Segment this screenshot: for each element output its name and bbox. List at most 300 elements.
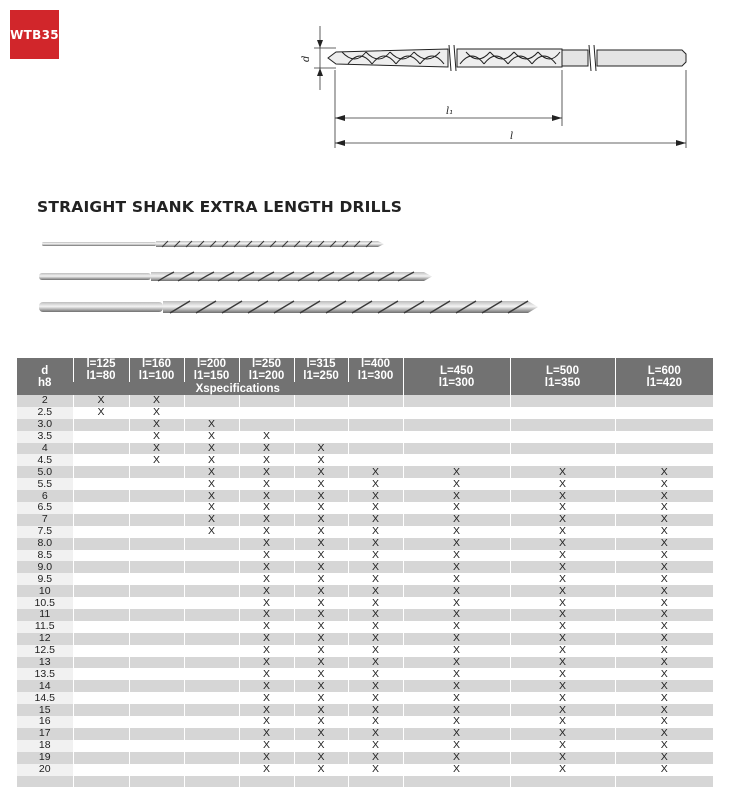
availability-cell [403, 443, 510, 455]
availability-cell [510, 454, 615, 466]
availability-cell [615, 443, 713, 455]
header-line: l=200 [196, 358, 227, 370]
diameter-cell: 3.5 [17, 431, 73, 443]
availability-cell: X [294, 692, 348, 704]
availability-cell [129, 609, 184, 621]
availability-cell [510, 419, 615, 431]
availability-cell [510, 431, 615, 443]
availability-cell: X [348, 490, 403, 502]
availability-cell: X [615, 609, 713, 621]
availability-cell: X [294, 680, 348, 692]
availability-cell: X [348, 538, 403, 550]
availability-cell [184, 645, 239, 657]
availability-cell: X [294, 490, 348, 502]
availability-cell [294, 776, 348, 788]
availability-cell: X [184, 419, 239, 431]
header-line: l=400 [360, 358, 391, 370]
diagram-label-l: l [510, 131, 514, 142]
availability-cell: X [239, 502, 294, 514]
availability-cell: X [184, 431, 239, 443]
header-line: L=500 [546, 364, 579, 377]
table-row [17, 704, 713, 716]
availability-cell: X [348, 704, 403, 716]
availability-cell [129, 752, 184, 764]
availability-cell: X [510, 668, 615, 680]
availability-cell: X [615, 645, 713, 657]
availability-cell: X [239, 633, 294, 645]
header-line: d [41, 364, 49, 377]
availability-cell: X [239, 561, 294, 573]
drill-dimension-diagram [300, 18, 700, 153]
table-row [17, 609, 713, 621]
table-row [17, 621, 713, 633]
availability-cell: X [403, 728, 510, 740]
availability-cell: X [403, 764, 510, 776]
header-line: l1=300 [357, 370, 394, 382]
availability-cell [73, 621, 129, 633]
availability-cell: X [510, 514, 615, 526]
availability-cell [129, 716, 184, 728]
diameter-cell: 11.5 [17, 621, 73, 633]
availability-cell [73, 728, 129, 740]
product-title: STRAIGHT SHANK EXTRA LENGTH DRILLS [37, 198, 403, 216]
diameter-cell: 7.5 [17, 526, 73, 538]
availability-cell [129, 704, 184, 716]
availability-cell: X [294, 466, 348, 478]
availability-cell: X [239, 478, 294, 490]
availability-cell: X [294, 633, 348, 645]
table-row [17, 573, 713, 585]
availability-cell: X [294, 621, 348, 633]
availability-cell [129, 621, 184, 633]
diagram-label-l1: l₁ [446, 106, 454, 117]
availability-cell: X [348, 692, 403, 704]
availability-cell: X [348, 633, 403, 645]
availability-cell: X [348, 585, 403, 597]
availability-cell [239, 419, 294, 431]
table-row [17, 490, 713, 502]
availability-cell: X [294, 740, 348, 752]
availability-cell: X [510, 550, 615, 562]
availability-cell: X [510, 633, 615, 645]
availability-cell [184, 550, 239, 562]
availability-cell: X [403, 585, 510, 597]
availability-cell: X [510, 657, 615, 669]
availability-cell [129, 466, 184, 478]
availability-cell [184, 621, 239, 633]
availability-cell [73, 443, 129, 455]
availability-cell: X [294, 704, 348, 716]
availability-cell: X [510, 609, 615, 621]
header-line: l=160 [141, 358, 172, 370]
availability-cell [184, 716, 239, 728]
availability-cell: X [239, 668, 294, 680]
availability-cell: X [73, 407, 129, 419]
availability-cell [348, 419, 403, 431]
availability-cell: X [510, 716, 615, 728]
diameter-cell: 11 [17, 609, 73, 621]
availability-cell: X [294, 443, 348, 455]
availability-cell [129, 764, 184, 776]
availability-cell: X [615, 716, 713, 728]
availability-cell: X [615, 704, 713, 716]
header-line: l1=80 [86, 370, 116, 382]
availability-cell: X [239, 704, 294, 716]
availability-cell: X [510, 597, 615, 609]
diameter-cell: 10 [17, 585, 73, 597]
diameter-cell: 14 [17, 680, 73, 692]
availability-cell: X [403, 561, 510, 573]
header-line: l1=100 [138, 370, 175, 382]
availability-cell: X [294, 585, 348, 597]
availability-cell: X [403, 692, 510, 704]
availability-cell: X [403, 633, 510, 645]
availability-cell [73, 573, 129, 585]
header-col-4 [294, 358, 348, 382]
availability-cell: X [239, 443, 294, 455]
availability-cell [73, 431, 129, 443]
table-row [17, 538, 713, 550]
availability-cell: X [239, 466, 294, 478]
availability-cell [129, 633, 184, 645]
availability-cell: X [239, 752, 294, 764]
diameter-cell: 6 [17, 490, 73, 502]
availability-cell [73, 716, 129, 728]
availability-cell: X [403, 716, 510, 728]
availability-cell [129, 692, 184, 704]
availability-cell: X [510, 645, 615, 657]
availability-cell [129, 502, 184, 514]
table-row [17, 657, 713, 669]
header-line: l1=420 [646, 376, 682, 389]
availability-cell: X [615, 692, 713, 704]
header-col-3 [239, 358, 294, 382]
availability-cell: X [403, 752, 510, 764]
availability-cell [348, 431, 403, 443]
table-row [17, 419, 713, 431]
availability-cell: X [615, 573, 713, 585]
availability-cell: X [73, 395, 129, 407]
drill-product-photo [36, 232, 546, 327]
availability-cell [129, 526, 184, 538]
availability-cell: X [348, 561, 403, 573]
table-row [17, 728, 713, 740]
availability-cell: X [510, 478, 615, 490]
availability-cell: X [348, 740, 403, 752]
availability-cell: X [403, 704, 510, 716]
availability-cell: X [239, 764, 294, 776]
availability-cell: X [294, 514, 348, 526]
availability-cell [73, 740, 129, 752]
table-row [17, 466, 713, 478]
availability-cell: X [294, 550, 348, 562]
availability-cell [129, 550, 184, 562]
availability-cell: X [615, 526, 713, 538]
availability-cell [294, 431, 348, 443]
diameter-cell: 7 [17, 514, 73, 526]
availability-cell: X [615, 764, 713, 776]
availability-cell: X [615, 561, 713, 573]
availability-cell [73, 478, 129, 490]
availability-cell [73, 502, 129, 514]
header-col-1 [129, 358, 184, 382]
availability-cell [129, 514, 184, 526]
availability-cell [129, 645, 184, 657]
availability-cell: X [348, 752, 403, 764]
availability-cell [129, 490, 184, 502]
header-line: l=250 [251, 358, 282, 370]
availability-cell [403, 776, 510, 788]
availability-cell: X [403, 657, 510, 669]
availability-cell: X [239, 585, 294, 597]
availability-cell: X [510, 752, 615, 764]
availability-cell: X [294, 728, 348, 740]
availability-cell [73, 585, 129, 597]
availability-cell [73, 764, 129, 776]
availability-cell: X [403, 538, 510, 550]
diameter-cell: 2 [17, 395, 73, 407]
availability-cell: X [239, 680, 294, 692]
availability-cell: X [510, 502, 615, 514]
availability-cell [184, 538, 239, 550]
availability-cell [73, 776, 129, 788]
diameter-cell: 4 [17, 443, 73, 455]
availability-cell: X [615, 502, 713, 514]
availability-cell [129, 657, 184, 669]
table-row [17, 454, 713, 466]
availability-cell [184, 633, 239, 645]
diameter-cell: 14.5 [17, 692, 73, 704]
availability-cell: X [403, 514, 510, 526]
table-row [17, 597, 713, 609]
availability-cell: X [294, 502, 348, 514]
availability-cell: X [510, 621, 615, 633]
availability-cell: X [403, 573, 510, 585]
diameter-cell: 19 [17, 752, 73, 764]
header-col-8 [615, 358, 713, 395]
availability-cell [73, 680, 129, 692]
availability-cell [73, 550, 129, 562]
availability-cell: X [239, 692, 294, 704]
availability-cell [129, 776, 184, 788]
availability-cell: X [239, 514, 294, 526]
availability-cell [348, 407, 403, 419]
header-line: l1=200 [248, 370, 285, 382]
diameter-cell: 12.5 [17, 645, 73, 657]
diameter-cell: 5.5 [17, 478, 73, 490]
spec-table [17, 358, 713, 787]
availability-cell: X [239, 550, 294, 562]
diameter-cell: 13 [17, 657, 73, 669]
availability-cell [615, 419, 713, 431]
availability-cell [129, 740, 184, 752]
availability-cell: X [129, 407, 184, 419]
availability-cell [184, 704, 239, 716]
header-line: L=600 [647, 364, 681, 377]
availability-cell: X [615, 621, 713, 633]
diameter-cell: 4.5 [17, 454, 73, 466]
availability-cell: X [294, 645, 348, 657]
availability-cell [294, 395, 348, 407]
availability-cell: X [239, 597, 294, 609]
availability-cell: X [239, 621, 294, 633]
availability-cell: X [403, 668, 510, 680]
table-row [17, 407, 713, 419]
availability-cell [129, 561, 184, 573]
header-line: l1=300 [438, 376, 475, 389]
availability-cell [239, 407, 294, 419]
header-line: l1=250 [303, 370, 339, 382]
diameter-cell: 9.5 [17, 573, 73, 585]
diameter-cell: 3.0 [17, 419, 73, 431]
availability-cell: X [510, 538, 615, 550]
table-row [17, 776, 713, 788]
availability-cell [73, 597, 129, 609]
availability-cell: X [239, 538, 294, 550]
availability-cell [73, 609, 129, 621]
availability-cell: X [129, 395, 184, 407]
availability-cell: X [348, 668, 403, 680]
diameter-cell [17, 776, 73, 788]
availability-cell: X [348, 609, 403, 621]
availability-cell: X [239, 657, 294, 669]
availability-cell: X [615, 680, 713, 692]
table-row [17, 740, 713, 752]
availability-cell [73, 692, 129, 704]
table-row [17, 752, 713, 764]
availability-cell: X [348, 550, 403, 562]
availability-cell: X [403, 609, 510, 621]
availability-cell: X [348, 657, 403, 669]
availability-cell [510, 407, 615, 419]
availability-cell: X [403, 621, 510, 633]
header-subheader: Xspecifications [73, 382, 403, 395]
diameter-cell: 8.5 [17, 550, 73, 562]
availability-cell [73, 514, 129, 526]
availability-cell: X [348, 645, 403, 657]
availability-cell: X [615, 514, 713, 526]
availability-cell [73, 657, 129, 669]
availability-cell: X [403, 490, 510, 502]
availability-cell [239, 395, 294, 407]
diameter-cell: 13.5 [17, 668, 73, 680]
availability-cell: X [129, 454, 184, 466]
header-line: l1=150 [193, 370, 230, 382]
availability-cell: X [403, 502, 510, 514]
availability-cell: X [615, 657, 713, 669]
availability-cell: X [348, 478, 403, 490]
availability-cell: X [294, 478, 348, 490]
availability-cell: X [184, 526, 239, 538]
table-row [17, 680, 713, 692]
availability-cell: X [510, 740, 615, 752]
availability-cell [73, 704, 129, 716]
header-line: L=450 [440, 364, 473, 377]
availability-cell: X [184, 502, 239, 514]
availability-cell [129, 573, 184, 585]
diameter-cell: 5.0 [17, 466, 73, 478]
availability-cell: X [184, 514, 239, 526]
availability-cell: X [615, 668, 713, 680]
availability-cell: X [348, 621, 403, 633]
table-row [17, 395, 713, 407]
availability-cell [73, 526, 129, 538]
availability-cell [615, 431, 713, 443]
availability-cell [129, 585, 184, 597]
availability-cell: X [348, 680, 403, 692]
availability-cell [348, 395, 403, 407]
table-row [17, 561, 713, 573]
availability-cell: X [510, 526, 615, 538]
diameter-cell: 6.5 [17, 502, 73, 514]
availability-cell [348, 443, 403, 455]
header-line: l=125 [86, 358, 116, 370]
availability-cell: X [403, 478, 510, 490]
availability-cell: X [184, 454, 239, 466]
availability-cell: X [510, 466, 615, 478]
availability-cell: X [294, 657, 348, 669]
diameter-cell: 17 [17, 728, 73, 740]
diameter-cell: 8.0 [17, 538, 73, 550]
header-col-0 [73, 358, 129, 382]
availability-cell [615, 776, 713, 788]
diameter-cell: 10.5 [17, 597, 73, 609]
availability-cell: X [615, 550, 713, 562]
availability-cell: X [239, 454, 294, 466]
availability-cell [73, 668, 129, 680]
availability-cell: X [294, 752, 348, 764]
diameter-cell: 18 [17, 740, 73, 752]
availability-cell [403, 454, 510, 466]
availability-cell [184, 740, 239, 752]
availability-cell [615, 454, 713, 466]
availability-cell: X [348, 573, 403, 585]
diameter-cell: 2.5 [17, 407, 73, 419]
availability-cell: X [239, 526, 294, 538]
availability-cell [184, 597, 239, 609]
availability-cell [73, 490, 129, 502]
header-col-5 [348, 358, 403, 382]
table-row [17, 585, 713, 597]
availability-cell [184, 680, 239, 692]
availability-cell [73, 419, 129, 431]
availability-cell [403, 419, 510, 431]
availability-cell: X [615, 490, 713, 502]
availability-cell [184, 668, 239, 680]
availability-cell: X [294, 561, 348, 573]
availability-cell: X [348, 716, 403, 728]
availability-cell: X [615, 597, 713, 609]
availability-cell: X [294, 609, 348, 621]
availability-cell: X [239, 431, 294, 443]
diameter-cell: 9.0 [17, 561, 73, 573]
table-row [17, 514, 713, 526]
availability-cell: X [294, 716, 348, 728]
availability-cell: X [129, 419, 184, 431]
availability-cell: X [348, 466, 403, 478]
availability-cell: X [615, 633, 713, 645]
availability-cell [129, 538, 184, 550]
availability-cell: X [184, 490, 239, 502]
availability-cell [615, 395, 713, 407]
header-col-6 [403, 358, 510, 395]
availability-cell: X [615, 585, 713, 597]
availability-cell [73, 633, 129, 645]
availability-cell [73, 466, 129, 478]
availability-cell [73, 752, 129, 764]
table-row [17, 716, 713, 728]
availability-cell [510, 443, 615, 455]
